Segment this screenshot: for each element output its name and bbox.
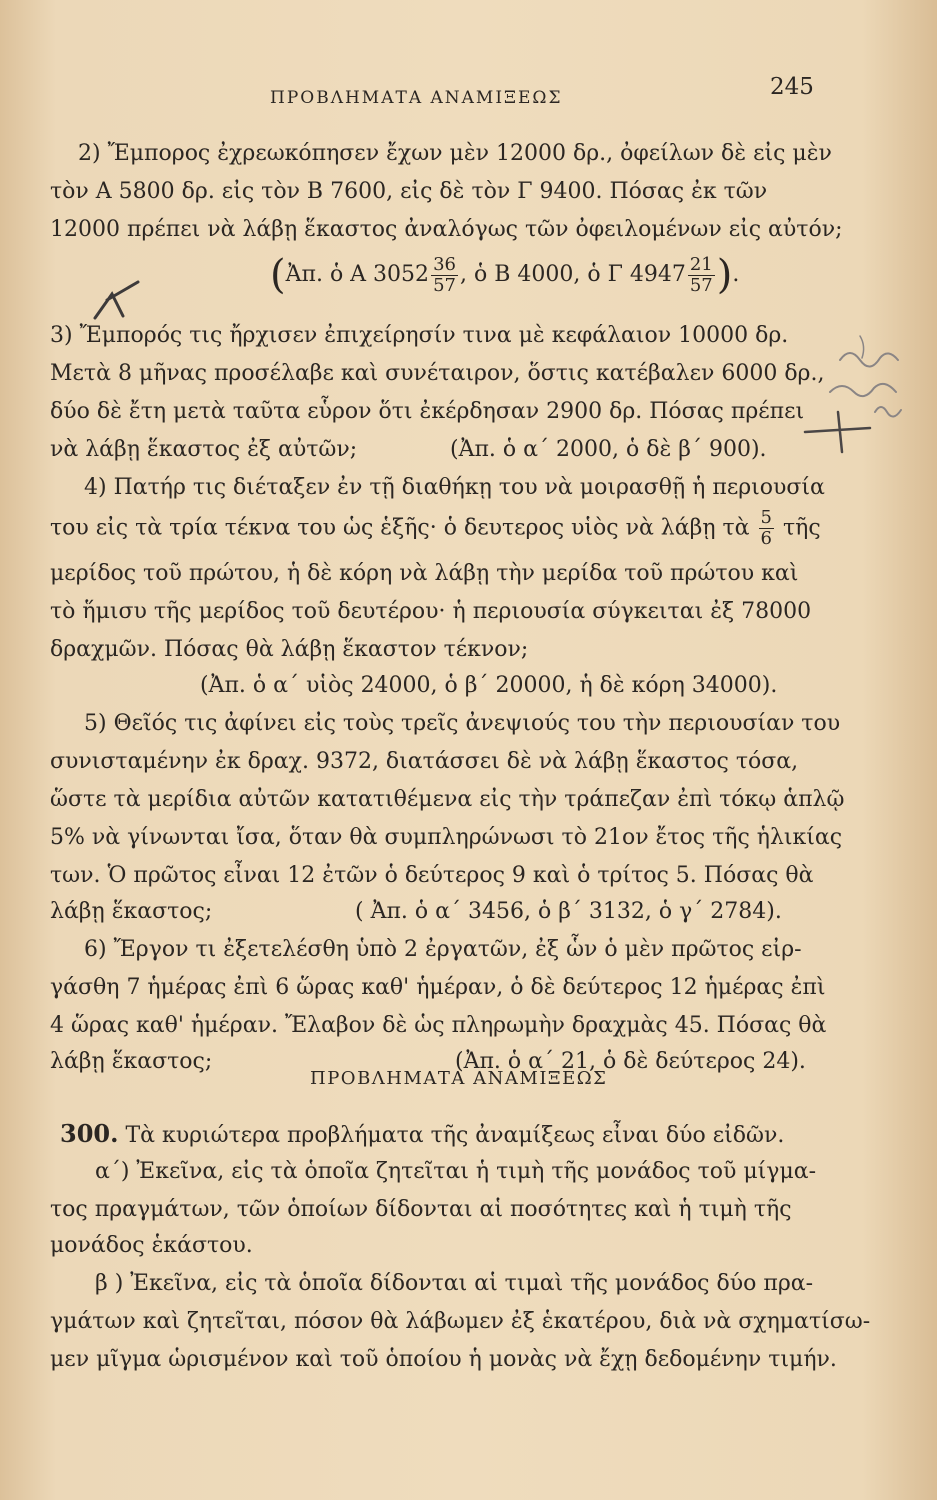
problem-5-line-1: 5) Θεῖός τις ἀφίνει εἰς τοὺς τρεῖς ἀνεψιούς του τὴν περιουσίαν του bbox=[84, 711, 841, 736]
problem-4-answer: (Ἀπ. ὁ α΄ υἱὸς 24000, ὁ β΄ 20000, ἡ δὲ κόρη 34000). bbox=[200, 673, 778, 698]
pencil-check-mark bbox=[95, 282, 138, 318]
problem-5-line-3: ὥστε τὰ μερίδια αὐτῶν κατατιθέμενα εἰς τὴν τράπεζαν ἐπὶ τόκῳ ἁπλῷ bbox=[50, 787, 845, 812]
problem-5-line-2: συνισταμένην ἐκ δραχ. 9372, διατάσσει δὲ νὰ λάβῃ ἕκαστος τόσα, bbox=[50, 749, 799, 774]
section-300-line-5: β ) Ἐκεῖνα, εἰς τὰ ὁποῖα δίδονται αἱ τιμαὶ τῆς μονάδος δύο πρα- bbox=[95, 1271, 814, 1296]
answer-part-a: Ἀπ. ὁ Α 3052 bbox=[285, 262, 430, 287]
problem-5-line-5: των. Ὁ πρῶτος εἶναι 12 ἐτῶν ὁ δεύτερος 9 καὶ ὁ τρίτος 5. Πόσας θὰ bbox=[50, 863, 814, 888]
problem-4-line-2-text: του εἰς τὰ τρία τέκνα του ὡς ἑξῆς· ὁ δευτερος υἱὸς νὰ λάβῃ τὰ bbox=[50, 515, 750, 541]
fraction-5-6: $\frac{5}{6}$ bbox=[760, 507, 772, 549]
fraction-36-57: $\frac{36}{57}$ bbox=[433, 253, 456, 296]
problem-2-answer: (Ἀπ. ὁ Α 3052 $\frac{36}{57}$ , ὁ Β 4000, ὁ Γ 4947 $\frac{21}{57}$ ). bbox=[270, 252, 740, 298]
section-300-line-3: τος πραγμάτων, τῶν ὁποίων δίδονται αἱ ποσότητες καὶ ἡ τιμὴ τῆς bbox=[50, 1197, 792, 1222]
problem-6-line-3: 4 ὥρας καθ' ἡμέραν. Ἔλαβον δὲ ὡς πληρωμὴν δραχμὰς 45. Πόσας θὰ bbox=[50, 1013, 827, 1038]
section-300-line-7: μεν μῖγμα ὡρισμένον καὶ τοῦ ὁποίου ἡ μονὰς νὰ ἔχῃ δεδομένην τιμήν. bbox=[50, 1347, 837, 1372]
pencil-bracket bbox=[860, 336, 864, 358]
section-300-line-2: α΄) Ἐκεῖνα, εἰς τὰ ὁποῖα ζητεῖται ἡ τιμὴ τῆς μονάδος τοῦ μίγμα- bbox=[95, 1159, 817, 1184]
problem-3-line-1: 3) Ἔμπορός τις ἤρχισεν ἐπιχείρησίν τινα μὲ κεφάλαιον 10000 δρ. bbox=[50, 323, 789, 348]
paragraph-number: 300. bbox=[60, 1119, 119, 1148]
problem-4-line-1: 4) Πατήρ τις διέταξεν ἐν τῇ διαθήκῃ του νὰ μοιρασθῇ ἡ περιουσία bbox=[84, 475, 825, 500]
section-300-line-4: μονάδος ἑκάστου. bbox=[50, 1233, 253, 1258]
fraction-21-57: $\frac{21}{57}$ bbox=[689, 253, 713, 296]
section-300-line-1 bbox=[60, 1120, 870, 1150]
problem-3-answer: (Ἀπ. ὁ α΄ 2000, ὁ δὲ β΄ 900). bbox=[450, 437, 767, 462]
problem-4-line-5: δραχμῶν. Πόσας θὰ λάβῃ ἕκαστον τέκνον; bbox=[50, 637, 529, 662]
answer-part-b: , ὁ Β 4000, ὁ Γ 4947 bbox=[459, 262, 686, 287]
problem-4-line-2 bbox=[50, 508, 860, 549]
problem-6-answer: (Ἀπ. ὁ α΄ 21, ὁ δὲ δεύτερος 24). bbox=[455, 1049, 806, 1074]
problem-5-answer: ( Ἀπ. ὁ α΄ 3456, ὁ β΄ 3132, ὁ γ΄ 2784). bbox=[355, 899, 782, 924]
problem-3-line-3: δύο δὲ ἔτη μετὰ ταῦτα εὗρον ὅτι ἐκέρδησαν 2900 δρ. Πόσας πρέπει bbox=[50, 399, 805, 424]
section-title: ΠΡΟΒΛΗΜΑΤΑ ΑΝΑΜΙΞΕΩΣ bbox=[310, 1068, 608, 1089]
problem-3-line-4 bbox=[50, 436, 860, 464]
section-300-intro: Τὰ κυριώτερα προβλήματα τῆς ἀναμίξεως εἶναι δύο εἰδῶν. bbox=[118, 1123, 785, 1148]
close-paren: ) bbox=[716, 252, 733, 298]
problem-4-line-4: τὸ ἥμισυ τῆς μερίδος τοῦ δευτέρου· ἡ περιουσία σύγκειται ἐξ 78000 bbox=[50, 599, 812, 624]
problem-5-question: λάβῃ ἕκαστος; bbox=[50, 899, 213, 924]
problem-5-line-6 bbox=[50, 898, 860, 926]
problem-3-line-2: Μετὰ 8 μῆνας προσέλαβε καὶ συνέταιρον, ὅστις κατέβαλεν 6000 δρ., bbox=[50, 361, 825, 386]
problem-6-line-2: γάσθη 7 ἡμέρας ἐπὶ 6 ὥρας καθ' ἡμέραν, ὁ δὲ δεύτερος 12 ἡμέρας ἐπὶ bbox=[50, 975, 826, 1000]
problem-6-question: λάβῃ ἕκαστος; bbox=[50, 1049, 213, 1074]
problem-2-line-1: 2) Ἔμπορος ἐχρεωκόπησεν ἔχων μὲν 12000 δρ., ὀφείλων δὲ εἰς μὲν bbox=[78, 141, 832, 166]
problem-2-line-3: 12000 πρέπει νὰ λάβῃ ἕκαστος ἀναλόγως τῶν ὀφειλομένων εἰς αὐτόν; bbox=[50, 217, 843, 242]
open-paren: ( bbox=[270, 252, 286, 298]
problem-5-line-4: 5% νὰ γίνωνται ἴσα, ὅταν θὰ συμπληρώνωσι τὸ 21ον ἔτος τῆς ἡλικίας bbox=[50, 825, 843, 850]
running-title: ΠΡΟΒΛΗΜΑΤΑ ΑΝΑΜΙΞΕΩΣ bbox=[270, 88, 563, 108]
pencil-scribble-3 bbox=[875, 407, 901, 417]
problem-6-line-1: 6) Ἔργον τι ἐξετελέσθη ὑπὸ 2 ἐργατῶν, ἐξ ὧν ὁ μὲν πρῶτος εἰρ- bbox=[84, 937, 802, 962]
section-300-line-6: γμάτων καὶ ζητεῖται, πόσον θὰ λάβωμεν ἐξ ἑκατέρου, διὰ νὰ σχηματίσω- bbox=[50, 1309, 871, 1334]
problem-3-question: νὰ λάβῃ ἕκαστος ἐξ αὐτῶν; bbox=[50, 437, 358, 462]
page-number: 245 bbox=[770, 74, 814, 100]
problem-2-line-2: τὸν Α 5800 δρ. εἰς τὸν Β 7600, εἰς δὲ τὸν Γ 9400. Πόσας ἐκ τῶν bbox=[50, 179, 768, 204]
problem-4-line-3: μερίδος τοῦ πρώτου, ἡ δὲ κόρη νὰ λάβῃ τὴν μερίδα τοῦ πρώτου καὶ bbox=[50, 561, 799, 586]
problem-4-line-2-end: τῆς bbox=[782, 515, 821, 541]
